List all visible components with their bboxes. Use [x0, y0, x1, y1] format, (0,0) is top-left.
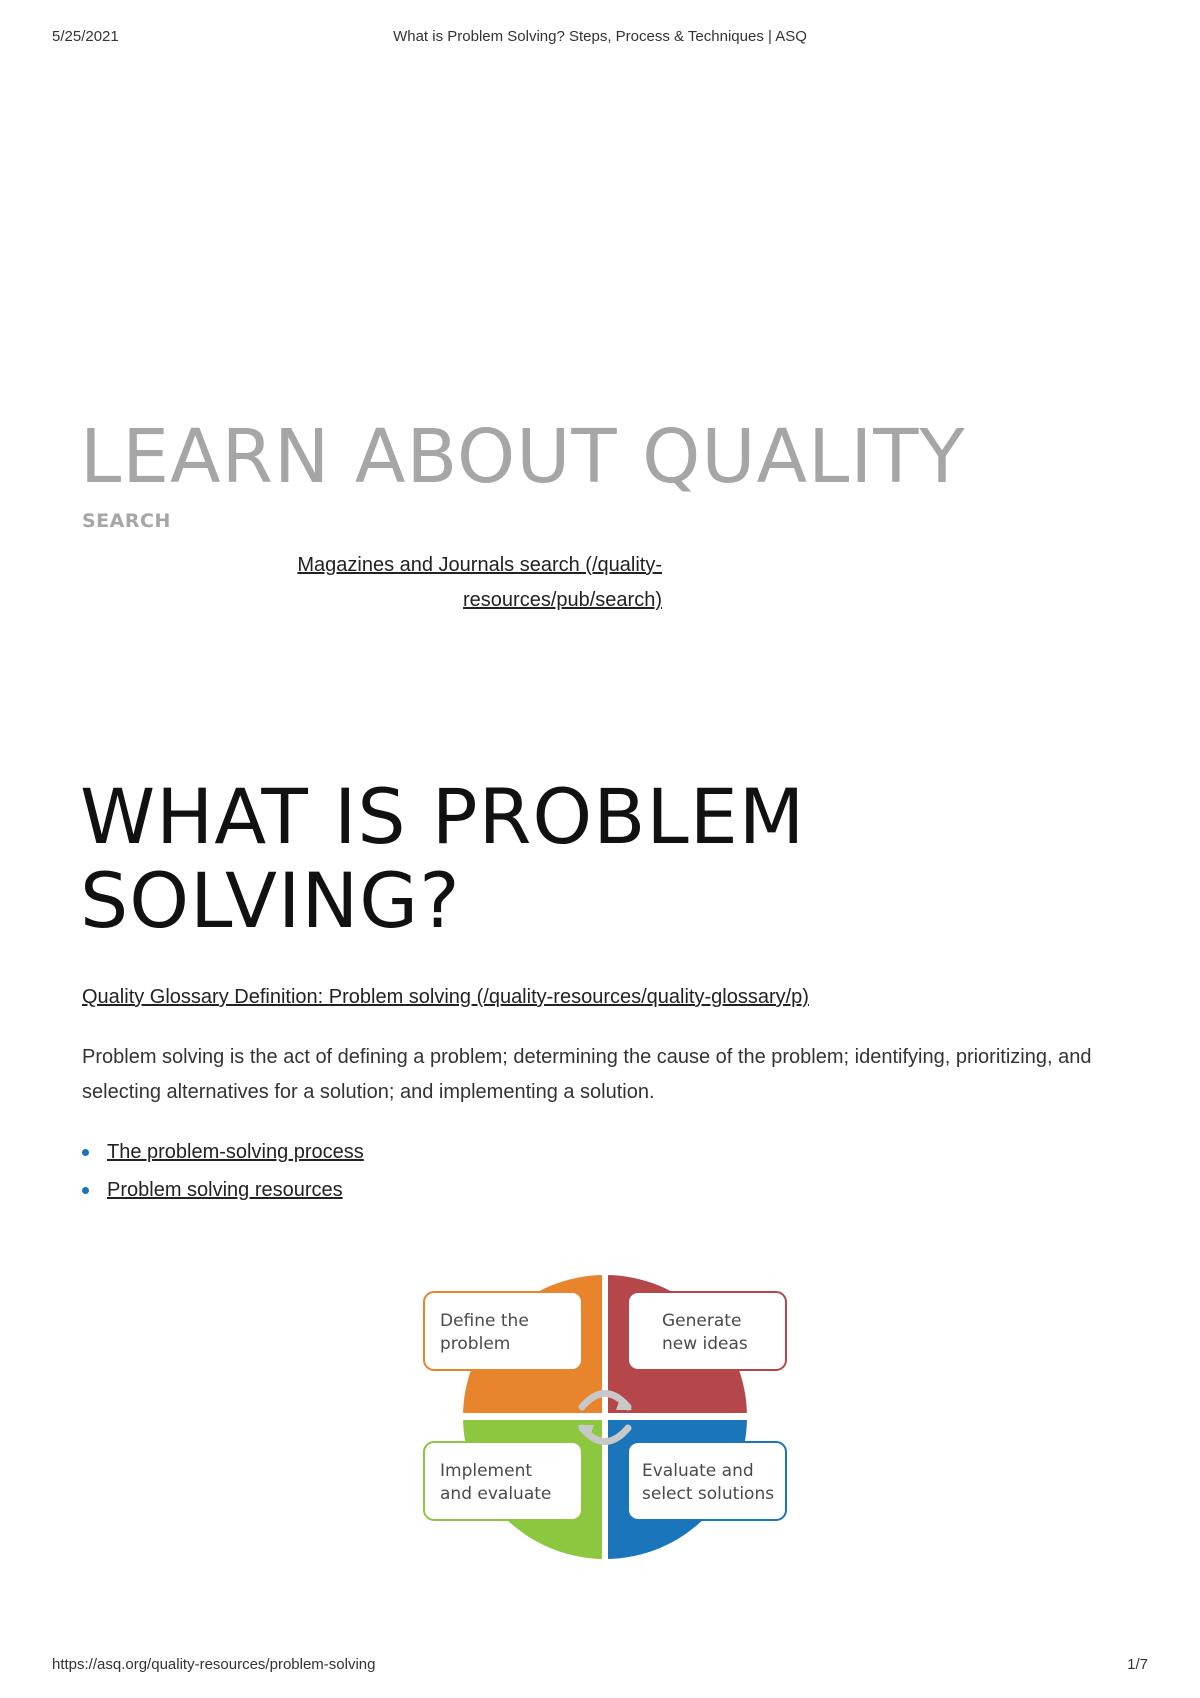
print-date: 5/25/2021 [52, 28, 119, 45]
page-title [80, 772, 806, 945]
problem-solving-cycle-diagram [420, 1262, 790, 1572]
page-title-line1: WHAT IS PROBLEM [80, 772, 806, 861]
step-box-implement [424, 1442, 582, 1520]
step-box-define [424, 1292, 582, 1370]
step-label-evaluate: Evaluate and select solutions [642, 1461, 775, 1504]
definition-paragraph: Problem solving is the act of defining a problem; determining the cause of the problem; identifying, prioritizing, and selecting alternatives for a solution; and implementing a solution. [82, 1046, 1092, 1103]
step-label-define: Define the problem [440, 1311, 529, 1354]
glossary-definition-link[interactable]: Quality Glossary Definition: Problem solving (/quality-resources/quality-glossary/p) [82, 986, 809, 1008]
step-box-evaluate [628, 1442, 786, 1520]
print-footer-url: https://asq.org/quality-resources/problem-solving [52, 1656, 376, 1673]
step-label-generate: Generate new ideas [662, 1311, 748, 1354]
bullet-icon [82, 1149, 89, 1156]
toc-link-process[interactable]: The problem-solving process [107, 1141, 364, 1163]
toc-item [82, 1133, 364, 1171]
bullet-icon [82, 1187, 89, 1194]
print-page-number: 1/7 [1127, 1656, 1148, 1673]
step-box-generate [628, 1292, 786, 1370]
search-label[interactable]: SEARCH [82, 510, 171, 532]
hero-title: LEARN ABOUT QUALITY [80, 414, 966, 500]
toc-item [82, 1171, 364, 1209]
step-label-implement: Implement and evaluate [440, 1461, 552, 1504]
pub-search-link-line1: Magazines and Journals search (/quality- [297, 554, 662, 576]
toc-link-resources[interactable]: Problem solving resources [107, 1179, 343, 1201]
magazines-journals-search-link[interactable] [260, 548, 662, 618]
cycle-arrows-icon [578, 1394, 632, 1442]
table-of-contents [82, 1133, 364, 1209]
print-page-title: What is Problem Solving? Steps, Process & Techniques | ASQ [393, 28, 807, 45]
pub-search-link-line2: resources/pub/search) [463, 589, 662, 611]
page-title-line2: SOLVING? [80, 856, 461, 945]
